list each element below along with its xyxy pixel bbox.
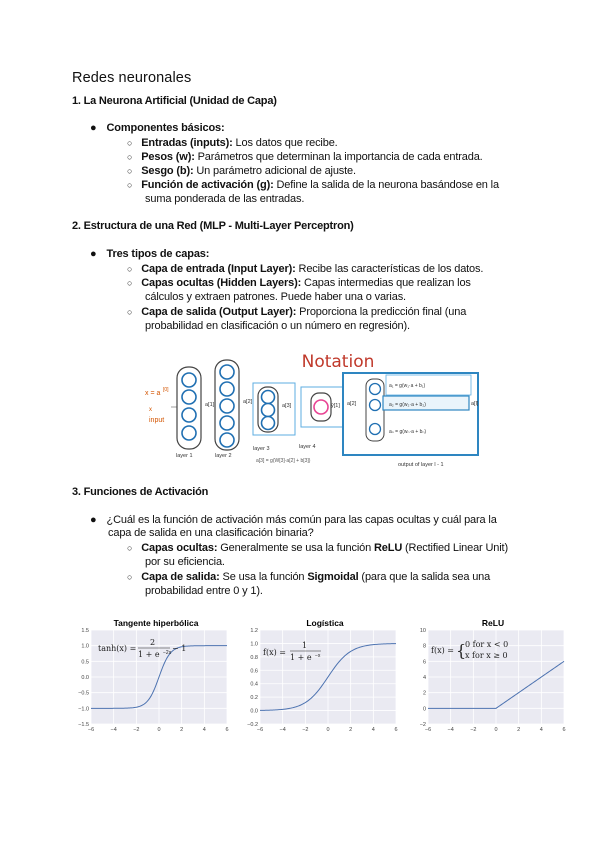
section2-item-continuation: cálculos y extraen patrones. Puede haber una o varias. — [145, 291, 406, 303]
x-tick-label: 6 — [225, 727, 229, 733]
diagram-input-word: input — [149, 417, 165, 424]
page-title: Redes neuronales — [72, 70, 192, 86]
y-tick-label: −2 — [419, 722, 426, 728]
svg-text:a[3] = g(W[3]·a[2] + b[3]): a[3] = g(W[3]·a[2] + b[3]) — [256, 458, 311, 464]
section3-answer-continuation: por su eficiencia. — [145, 556, 225, 568]
y-tick-label: 1.5 — [81, 628, 89, 634]
y-tick-label: 0.2 — [250, 695, 258, 702]
x-tick-label: 6 — [394, 727, 398, 733]
bullet-dot-icon: ● — [90, 248, 97, 260]
svg-text:−2x: −2x — [163, 650, 172, 656]
svg-text:{: { — [456, 641, 467, 660]
section1-item: ○ Función de activación (g): Define la salida de la neurona basándose en la — [127, 179, 499, 191]
section1-heading: 1. La Neurona Artificial (Unidad de Capa) — [72, 95, 277, 107]
svg-text:aₙ = g(wₙ·a + bₙ): aₙ = g(wₙ·a + bₙ) — [389, 429, 427, 435]
y-tick-label: 1.0 — [250, 641, 258, 648]
section1-item: ○ Entradas (inputs): Los datos que recibe. — [127, 137, 338, 149]
chart-formula-left: f(x) = — [431, 646, 454, 655]
notation-diagram — [143, 345, 480, 470]
section3-question-continuation: capa de salida en una clasificación binaria? — [108, 527, 314, 539]
y-tick-label: −0.2 — [247, 722, 258, 728]
y-tick-label: 4 — [422, 675, 426, 681]
svg-text:−x: −x — [315, 653, 321, 659]
section3-heading: 3. Funciones de Activación — [72, 486, 209, 498]
x-tick-label: 0 — [326, 727, 330, 733]
y-tick-label: −0.5 — [78, 690, 89, 697]
y-tick-label: 0.6 — [250, 668, 258, 675]
y-tick-label: 1.0 — [81, 643, 89, 650]
x-tick-label: −6 — [87, 727, 95, 733]
section1-group-label: Componentes básicos: — [106, 122, 225, 134]
bullet-dot-icon: ● — [90, 514, 97, 526]
bullet-circle-icon: ○ — [127, 264, 133, 274]
section1-item-continuation: suma ponderada de las entradas. — [145, 193, 305, 205]
svg-text:a[1]: a[1] — [205, 402, 215, 408]
section1-item: ○ Sesgo (b): Un parámetro adicional de ajuste. — [127, 165, 356, 177]
chart-formula-left: tanh(x) = — [98, 644, 137, 653]
section1-group — [90, 121, 225, 135]
bullet-dot-icon: ● — [90, 122, 97, 134]
section2-group-label: Tres tipos de capas: — [106, 248, 210, 260]
x-tick-label: 0 — [494, 727, 498, 733]
diagram-output-label: output of layer l - 1 — [398, 462, 444, 468]
bullet-circle-icon: ○ — [127, 307, 133, 317]
svg-text:a[2]: a[2] — [347, 401, 357, 407]
x-tick-label: 2 — [349, 727, 353, 733]
svg-text:a[2]: a[2] — [243, 399, 253, 405]
chart-tanh — [72, 617, 230, 735]
diagram-input-xvec: x — [149, 407, 152, 413]
x-tick-label: −6 — [424, 727, 432, 733]
y-tick-label: 8 — [422, 643, 426, 650]
bullet-circle-icon: ○ — [127, 152, 133, 162]
y-tick-label: −1.0 — [78, 706, 89, 713]
section2-item-continuation: probabilidad en clasificación o un número en regresión). — [145, 320, 410, 332]
chart-relu-case2: x for x ≥ 0 — [465, 651, 508, 660]
section2-item: ○ Capas ocultas (Hidden Layers): Capas intermedias que realizan los — [127, 277, 471, 289]
chart-relu-case1: 0 for x < 0 — [465, 640, 509, 649]
chart-formula-den: 1 + e — [138, 650, 160, 659]
chart-logistic — [241, 617, 399, 735]
x-tick-label: 2 — [180, 727, 184, 733]
y-tick-label: 0 — [422, 706, 426, 713]
y-tick-label: 10 — [419, 628, 426, 634]
x-tick-label: 6 — [562, 727, 566, 733]
bullet-circle-icon: ○ — [127, 166, 133, 176]
x-tick-label: 2 — [517, 727, 521, 733]
diagram-layer1-label: layer 1 — [176, 453, 193, 459]
x-tick-label: 0 — [157, 727, 161, 733]
section3-answer: ○ Capa de salida: Se usa la función Sigmoidal (para que la salida sea una — [127, 571, 491, 583]
section2-group — [90, 247, 209, 261]
section2-heading: 2. Estructura de una Red (MLP - Multi-Layer Perceptron) — [72, 220, 354, 232]
y-tick-label: −1.5 — [78, 722, 89, 728]
y-tick-label: 0.4 — [250, 681, 258, 688]
chart-title: Tangente hiperbólica — [113, 618, 199, 628]
section3-answer: ○ Capas ocultas: Generalmente se usa la función ReLU (Rectified Linear Unit) — [127, 542, 508, 554]
diagram-layer2-label: layer 2 — [215, 453, 232, 459]
bullet-circle-icon: ○ — [127, 543, 133, 553]
x-tick-label: −6 — [256, 727, 264, 733]
x-tick-label: −2 — [133, 727, 140, 733]
y-tick-label: 0.8 — [250, 654, 258, 661]
diagram-input-sup: [0] — [163, 387, 169, 393]
chart-formula-num: 1 — [302, 641, 308, 650]
section3-question: ● ¿Cuál es la función de activación más común para las capas ocultas y cuál para la — [90, 514, 497, 526]
diagram-input-x: x = a — [145, 390, 161, 397]
diagram-title: Notation — [301, 352, 375, 372]
bullet-circle-icon: ○ — [127, 180, 133, 190]
chart-formula-num: 2 — [150, 638, 156, 647]
x-tick-label: −4 — [110, 727, 117, 733]
bullet-circle-icon: ○ — [127, 278, 133, 288]
svg-text:ŷ[1]: ŷ[1] — [331, 403, 340, 409]
diagram-layer3-label: layer 3 — [253, 446, 270, 452]
x-tick-label: −2 — [470, 727, 477, 733]
chart-title: Logística — [306, 618, 344, 628]
y-tick-label: 0.5 — [81, 659, 89, 666]
svg-text:a₂ = g(w₂·a + b₂): a₂ = g(w₂·a + b₂) — [389, 402, 426, 408]
x-tick-label: −4 — [279, 727, 286, 733]
chart-formula-tail: − 1 — [172, 644, 187, 653]
diagram-layer4-label: layer 4 — [299, 444, 316, 450]
x-tick-label: 4 — [371, 727, 375, 733]
section3-answer-continuation: probabilidad entre 0 y 1). — [145, 585, 263, 597]
svg-text:a₁ = g(w₁·a + b₁): a₁ = g(w₁·a + b₁) — [389, 383, 426, 389]
chart-title: ReLU — [481, 618, 505, 628]
x-tick-label: 4 — [539, 727, 543, 733]
bullet-circle-icon: ○ — [127, 138, 133, 148]
y-tick-label: 0.0 — [81, 675, 89, 681]
section2-item: ○ Capa de salida (Output Layer): Proporciona la predicción final (una — [127, 306, 467, 318]
x-tick-label: −4 — [447, 727, 454, 733]
bullet-circle-icon: ○ — [127, 572, 133, 582]
y-tick-label: 1.2 — [250, 628, 258, 634]
y-tick-label: 2 — [422, 690, 426, 697]
y-tick-label: 6 — [422, 659, 426, 666]
x-tick-label: 4 — [202, 727, 206, 733]
chart-formula-left: f(x) = — [263, 648, 286, 657]
x-tick-label: −2 — [302, 727, 309, 733]
section2-item: ○ Capa de entrada (Input Layer): Recibe las características de los datos. — [127, 263, 484, 275]
chart-formula-den: 1 + e — [290, 653, 312, 662]
section1-item: ○ Pesos (w): Parámetros que determinan la importancia de cada entrada. — [127, 151, 483, 163]
svg-text:a[l]: a[l] — [471, 401, 479, 407]
y-tick-label: 0.0 — [250, 708, 258, 715]
chart-relu — [409, 617, 567, 735]
svg-text:a[3]: a[3] — [282, 403, 292, 409]
